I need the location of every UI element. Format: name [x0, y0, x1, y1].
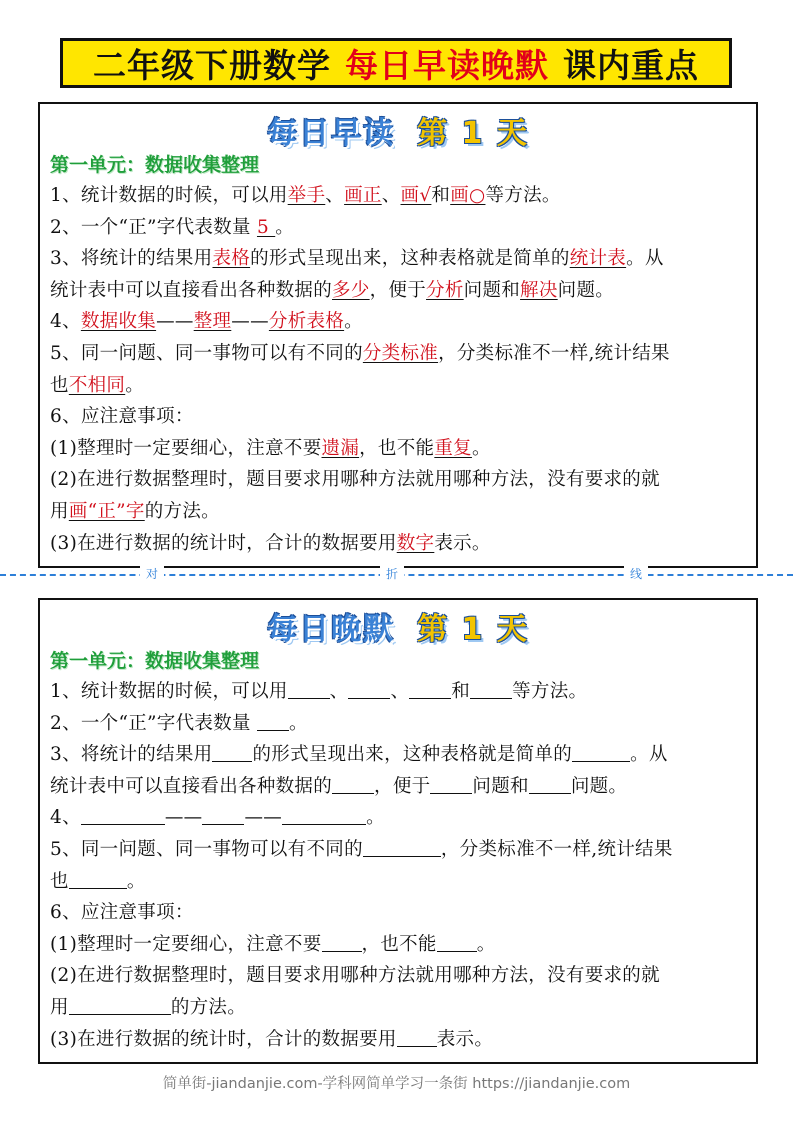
answer: 分析表格 [268, 311, 345, 333]
text: 、 [390, 681, 410, 702]
text: 和 [451, 681, 471, 702]
blank[interactable] [81, 806, 165, 825]
text: 问题。 [557, 279, 615, 301]
fold-line [0, 567, 793, 592]
footer-watermark: 简单街-jiandanjie.com-学科网简单学习一条街 https://jiandanjie.com [162, 1076, 631, 1092]
evening-line-12 [50, 1024, 748, 1056]
text: 。从 [626, 248, 664, 270]
text: 统计表中可以直接看出各种数据的 [50, 279, 333, 301]
text: 、 [329, 681, 349, 702]
text: 的方法。 [170, 996, 247, 1018]
answer: 5 [256, 216, 276, 238]
text: 。 [366, 807, 385, 829]
answer: 画√ [400, 185, 432, 206]
text: 4、 [50, 311, 81, 333]
blank[interactable] [332, 775, 374, 794]
evening-line-9 [50, 929, 748, 961]
text: —— [244, 807, 283, 829]
blank[interactable] [397, 1028, 437, 1047]
text: (1)整理时一定要细心，注意不要 [50, 437, 322, 459]
morning-line-5 [50, 306, 748, 338]
answer: 遗漏 [321, 437, 360, 459]
text: 统计表中可以直接看出各种数据的 [50, 775, 333, 797]
blank[interactable] [257, 712, 289, 731]
text: 2、一个“正”字代表数量 [50, 712, 257, 734]
morning-panel-title [40, 108, 756, 151]
text: 1、统计数据的时候，可以用 [50, 681, 288, 702]
blank[interactable] [437, 933, 477, 952]
text: ，分类标准不一样,统计结果 [440, 838, 673, 860]
morning-line-7 [50, 370, 748, 402]
text: 5、同一问题、同一事物可以有不同的 [50, 342, 363, 364]
evening-title: 每日晚默 [267, 612, 396, 647]
evening-line-1 [50, 676, 748, 708]
text: 。 [125, 374, 145, 396]
text: 3、将统计的结果用 [50, 248, 213, 270]
text: 的形式呈现出来，这种表格就是简单的 [250, 248, 570, 270]
evening-line-6 [50, 834, 748, 866]
answer: 画○ [450, 185, 486, 206]
text: 用 [50, 996, 69, 1018]
answer: 重复 [434, 437, 472, 459]
text: 1、统计数据的时候，可以用 [50, 185, 288, 206]
text: (3)在进行数据的统计时，合计的数据要用 [50, 532, 397, 554]
text: 的方法。 [144, 500, 220, 522]
blank[interactable] [282, 806, 366, 825]
title-mid: 每日早读晚默 [345, 45, 549, 85]
blank[interactable] [470, 680, 512, 699]
evening-line-5 [50, 802, 748, 834]
blank[interactable] [288, 680, 330, 699]
text: 。 [275, 216, 295, 238]
text: 5、同一问题、同一事物可以有不同的 [50, 838, 363, 860]
morning-reading-panel [38, 102, 758, 568]
morning-line-1 [50, 180, 748, 212]
morning-line-11 [50, 496, 748, 528]
morning-line-6 [50, 338, 748, 370]
blank[interactable] [529, 775, 571, 794]
evening-day: 第 1 天 [417, 612, 529, 647]
answer: 分析 [426, 279, 464, 301]
blank[interactable] [202, 806, 244, 825]
text: ，分类标准不一样,统计结果 [438, 342, 670, 364]
evening-dictation-panel [38, 598, 758, 1064]
answer: 举手 [287, 185, 326, 206]
page-title-banner [60, 38, 732, 88]
answer: 多少 [332, 279, 370, 301]
text: 的形式呈现出来，这种表格就是简单的 [252, 744, 573, 766]
morning-day: 第 1 天 [417, 116, 529, 151]
morning-unit-heading: 第一单元：数据收集整理 [50, 154, 260, 176]
evening-panel-title [40, 604, 756, 647]
answer: 画“正”字 [68, 500, 145, 522]
evening-content [50, 676, 748, 1055]
morning-title: 每日早读 [267, 116, 396, 151]
text: ，也不能 [361, 933, 437, 955]
answer: 整理 [193, 311, 232, 333]
text: 问题和 [472, 775, 529, 797]
text: 。 [471, 437, 491, 459]
blank[interactable] [363, 838, 441, 857]
fold-label-2: 折 [380, 565, 404, 582]
text: 。 [476, 933, 496, 955]
morning-line-4 [50, 275, 748, 307]
text: 4、 [50, 807, 81, 829]
blank[interactable] [572, 743, 630, 762]
evening-line-4 [50, 771, 748, 803]
text: ，也不能 [359, 437, 435, 459]
morning-line-3 [50, 243, 748, 275]
text: 3、将统计的结果用 [50, 744, 213, 766]
text: —— [164, 807, 203, 829]
blank[interactable] [430, 775, 472, 794]
blank[interactable] [69, 870, 127, 889]
morning-line-12 [50, 528, 748, 560]
text: 。 [344, 311, 363, 333]
answer: 数据收集 [80, 311, 157, 333]
answer: 表格 [212, 248, 251, 270]
evening-line-3 [50, 739, 748, 771]
morning-line-9 [50, 433, 748, 465]
text: 表示。 [434, 532, 491, 554]
text: 表示。 [436, 1028, 494, 1050]
blank[interactable] [409, 680, 451, 699]
evening-line-11 [50, 992, 748, 1024]
text: ，便于 [374, 775, 431, 797]
blank[interactable] [348, 680, 390, 699]
text: 等方法。 [512, 681, 588, 702]
evening-line-7 [50, 866, 748, 898]
text: 也 [50, 374, 69, 396]
evening-line-2 [50, 708, 748, 740]
text: (3)在进行数据的统计时，合计的数据要用 [50, 1028, 397, 1050]
morning-content [50, 180, 748, 559]
answer: 不相同 [68, 374, 126, 396]
fold-label-1: 对 [140, 565, 164, 582]
text: 。 [126, 870, 146, 892]
text: ，便于 [369, 279, 427, 301]
text: 也 [50, 870, 69, 892]
answer: 画正 [344, 185, 382, 206]
text: 问题和 [463, 279, 521, 301]
text: 、 [325, 185, 345, 206]
text: 。 [288, 712, 308, 734]
text: 用 [50, 500, 69, 522]
title-right: 课内重点 [563, 45, 699, 85]
morning-line-10: (2)在进行数据整理时，题目要求用哪种方法就用哪种方法，没有要求的就 [50, 469, 660, 491]
title-left: 二年级下册数学 [93, 45, 331, 85]
answer: 分类标准 [362, 342, 439, 364]
morning-line-2 [50, 212, 748, 244]
text: (1)整理时一定要细心，注意不要 [50, 933, 322, 955]
answer: 解决 [520, 279, 558, 301]
text: 和 [431, 185, 451, 206]
text: —— [231, 311, 269, 333]
answer: 统计表 [569, 248, 627, 270]
blank[interactable] [69, 996, 171, 1015]
evening-line-10: (2)在进行数据整理时，题目要求用哪种方法就用哪种方法，没有要求的就 [50, 965, 660, 987]
text: 2、一个“正”字代表数量 [50, 216, 257, 238]
blank[interactable] [322, 933, 362, 952]
morning-line-8: 6、应注意事项： [50, 406, 194, 428]
text: 。从 [630, 744, 668, 766]
text: 、 [381, 185, 401, 206]
text: —— [156, 311, 194, 333]
answer: 数字 [396, 532, 435, 554]
text: 等方法。 [485, 185, 561, 206]
evening-unit-heading: 第一单元：数据收集整理 [50, 650, 260, 672]
text: 问题。 [570, 775, 628, 797]
fold-label-3: 线 [624, 565, 648, 582]
blank[interactable] [212, 743, 252, 762]
evening-line-8: 6、应注意事项： [50, 902, 194, 924]
